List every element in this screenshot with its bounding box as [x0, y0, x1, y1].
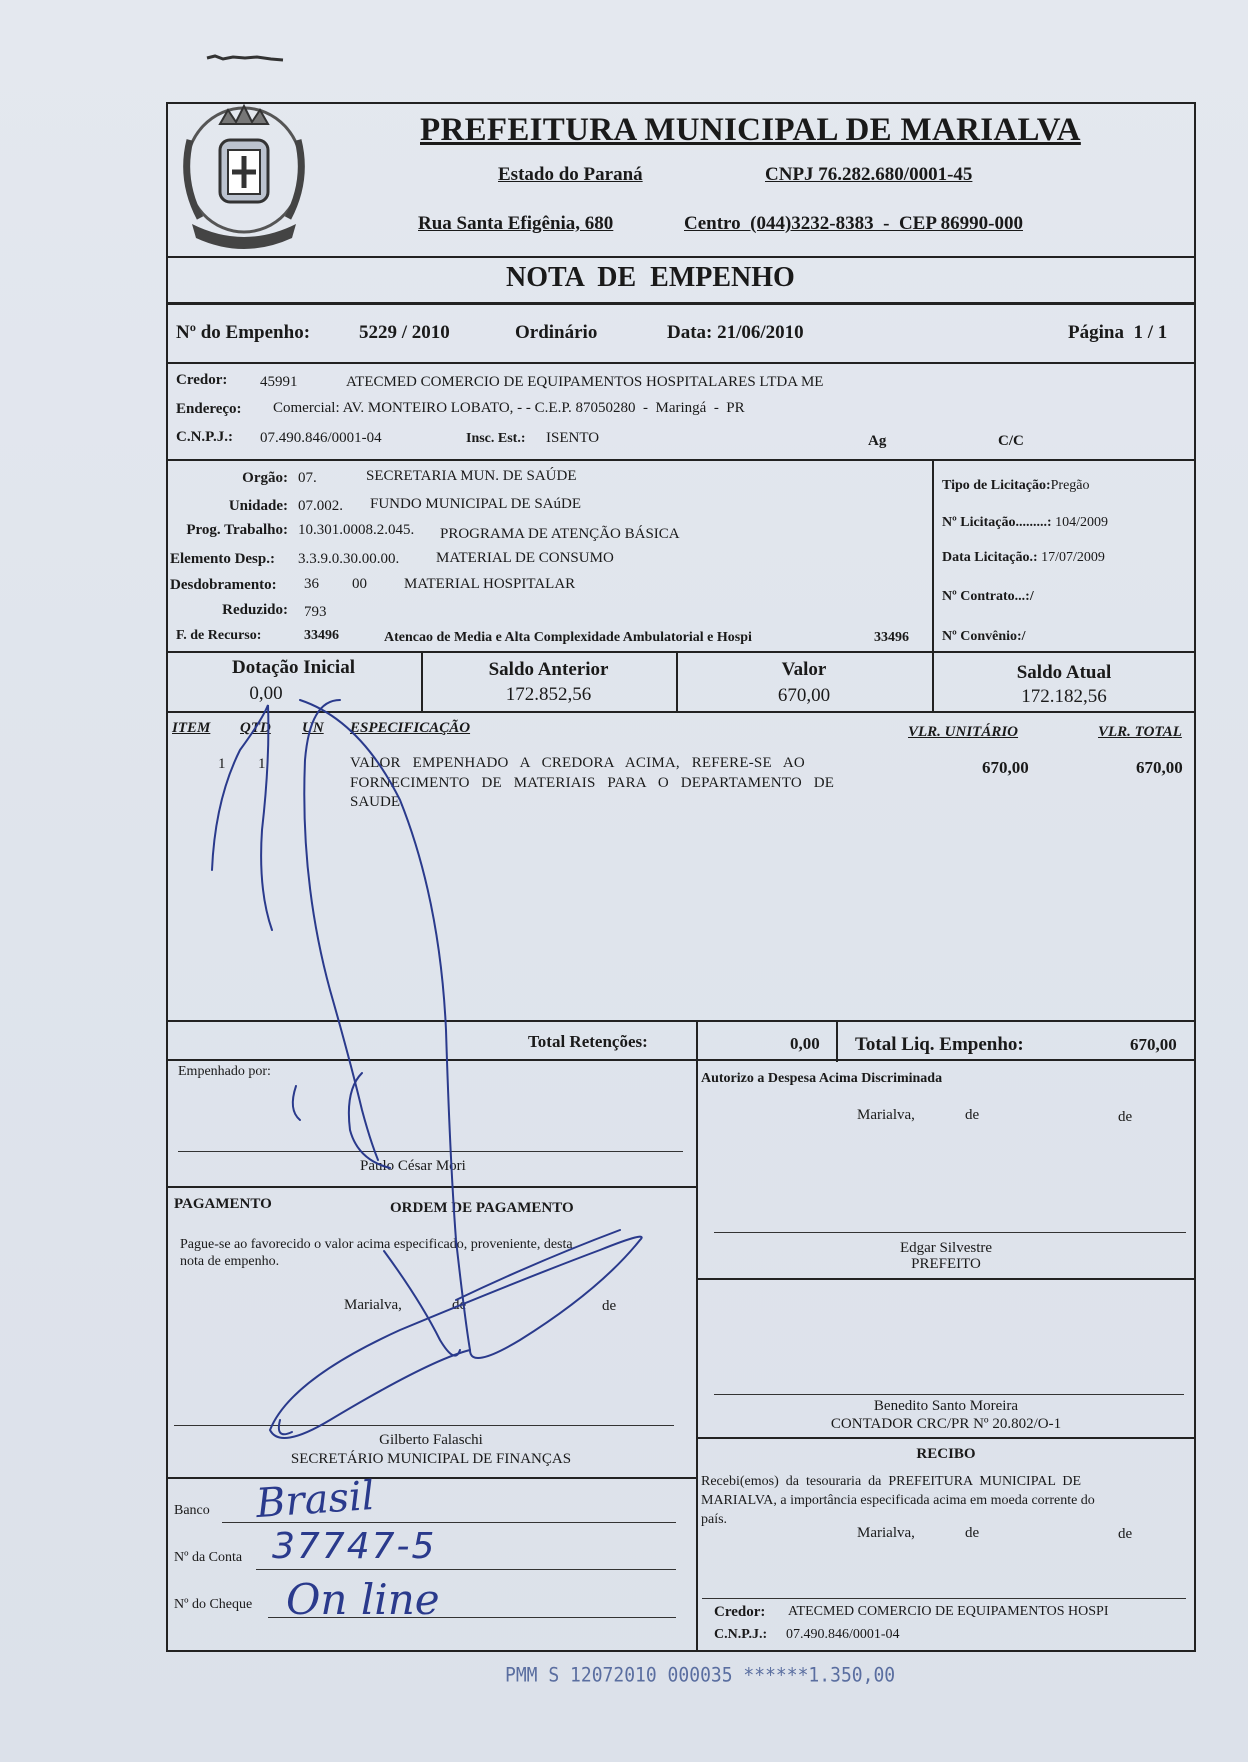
- handwritten-banco: Brasil: [254, 1472, 376, 1528]
- contador-role: CONTADOR CRC/PR Nº 20.802/O-1: [830, 1416, 1062, 1432]
- prefeito-name: Edgar Silvestre: [899, 1240, 993, 1256]
- secretario-name: Gilberto Falaschi: [379, 1432, 483, 1448]
- elem-code: 3.3.9.0.30.00.00.: [298, 551, 400, 567]
- recibo-credor-label: Credor:: [714, 1604, 766, 1620]
- rec-name: Atencao de Media e Alta Complexidade Ambulatorial e Hospi: [384, 630, 752, 645]
- pagamento-text-2: nota de empenho.: [180, 1254, 280, 1269]
- autorizo-de-2: de: [1118, 1109, 1133, 1125]
- unidade-label: Unidade:: [228, 498, 288, 514]
- document-title: NOTA DE EMPENHO: [506, 262, 795, 293]
- autorizo-de-1: de: [965, 1107, 980, 1123]
- credor-ie: ISENTO: [546, 430, 600, 446]
- pagamento-text-1: Pague-se ao favorecido o valor acima especificado, proveniente, desta: [180, 1237, 573, 1252]
- col-vlr-unitario: VLR. UNITÁRIO: [908, 724, 1019, 740]
- prog-code: 10.301.0008.2.045.: [298, 522, 415, 538]
- empenho-number: 5229 / 2010: [359, 322, 450, 343]
- elem-label: Elemento Desp.:: [170, 551, 275, 567]
- saldo-anterior-value: 172.852,56: [505, 684, 592, 705]
- credor-code: 45991: [260, 374, 298, 390]
- conta-label: Nº da Conta: [174, 1550, 243, 1565]
- row-unit-value: 670,00: [982, 758, 1029, 777]
- empenhado-label: Empenhado por:: [178, 1064, 271, 1079]
- recibo-cnpj-label: C.N.P.J.:: [714, 1627, 768, 1642]
- valor-value: 670,00: [777, 685, 831, 706]
- page-title: PREFEITURA MUNICIPAL DE MARIALVA: [420, 112, 1081, 148]
- orgao-label: Orgão:: [242, 470, 288, 486]
- row-spec-1: VALOR EMPENHADO A CREDORA ACIMA, REFERE-SE AO: [350, 755, 805, 771]
- autorizo-label: Autorizo a Despesa Acima Discriminada: [701, 1071, 943, 1086]
- desd-name: MATERIAL HOSPITALAR: [404, 576, 576, 592]
- num-value: 104/2009: [1055, 515, 1108, 530]
- num-label: Nº Licitação.........:: [942, 515, 1052, 530]
- desd-sub: 00: [352, 576, 367, 592]
- col-qtd: QTD: [240, 720, 271, 736]
- prog-name: PROGRAMA DE ATENÇÃO BÁSICA: [440, 526, 680, 542]
- page-number: Página 1 / 1: [1068, 322, 1168, 343]
- cheque-label: Nº do Cheque: [174, 1597, 253, 1612]
- saldo-anterior-label: Saldo Anterior: [488, 659, 609, 680]
- row-spec-2: FORNECIMENTO DE MATERIAIS PARA O DEPARTAMENTO DE: [350, 775, 835, 791]
- empenhado-name: Paulo César Mori: [360, 1158, 466, 1174]
- recibo-de-2: de: [1118, 1526, 1133, 1542]
- autorizo-place: Marialva,: [857, 1107, 915, 1123]
- credor-cnpj: 07.490.846/0001-04: [260, 430, 382, 446]
- contador-name: Benedito Santo Moreira: [873, 1398, 1019, 1414]
- recibo-text-2: MARIALVA, a importância especificada acima em moeda corrente do: [701, 1493, 1095, 1508]
- col-vlr-total: VLR. TOTAL: [1098, 724, 1182, 740]
- data-value: 17/07/2009: [1041, 550, 1105, 565]
- col-especificacao: ESPECIFICAÇÃO: [350, 720, 471, 736]
- prog-label: Prog. Trabalho:: [186, 522, 288, 538]
- address-label: Endereço:: [176, 401, 242, 417]
- credor-name: ATECMED COMERCIO DE EQUIPAMENTOS HOSPITALARES LTDA ME: [346, 374, 824, 390]
- recibo-de-1: de: [965, 1525, 980, 1541]
- row-qtd: 1: [258, 756, 266, 772]
- scribble-mark: [205, 50, 285, 64]
- secretario-role: SECRETÁRIO MUNICIPAL DE FINANÇAS: [290, 1451, 572, 1467]
- row-item: 1: [218, 756, 226, 772]
- pagamento-label: PAGAMENTO: [174, 1196, 272, 1212]
- orgao-code: 07.: [298, 470, 317, 486]
- pagamento-de-1: de: [452, 1297, 467, 1313]
- licitacao-data: [942, 550, 1105, 566]
- col-un: UN: [302, 720, 324, 736]
- row-spec-3: SAUDE.: [350, 794, 404, 810]
- empenho-label: Nº do Empenho:: [176, 322, 311, 343]
- contrato: Nº Contrato...:/: [942, 589, 1034, 604]
- rec-code: 33496: [304, 628, 339, 643]
- elem-name: MATERIAL DE CONSUMO: [436, 550, 614, 566]
- total-retencoes-label: Total Retenções:: [528, 1032, 648, 1051]
- ie-label: Insc. Est.:: [466, 431, 526, 446]
- ordem-pagamento-label: ORDEM DE PAGAMENTO: [390, 1200, 574, 1216]
- handwritten-cheque: On line: [286, 1575, 440, 1624]
- prefeito-role: PREFEITO: [911, 1256, 981, 1272]
- valor-label: Valor: [781, 659, 827, 680]
- recibo-text-1: Recebi(emos) da tesouraria da PREFEITURA MUNICIPAL DE: [701, 1474, 1082, 1489]
- handwritten-conta: 37747-5: [272, 1526, 437, 1567]
- dotacao-label: Dotação Inicial: [232, 657, 355, 678]
- header-cnpj: CNPJ 76.282.680/0001-45: [765, 164, 973, 185]
- unidade-code: 07.002.: [298, 498, 343, 514]
- licitacao-num: [942, 515, 1108, 531]
- agency-label: Ag: [868, 433, 887, 449]
- recibo-cnpj: 07.490.846/0001-04: [786, 1627, 900, 1642]
- rec-label: F. de Recurso:: [176, 628, 262, 643]
- saldo-atual-label: Saldo Atual: [1016, 662, 1112, 683]
- credor-address: Comercial: AV. MONTEIRO LOBATO, - - C.E.P. 87050280 - Maringá - PR: [273, 400, 745, 416]
- tipo-label: Tipo de Licitação:: [942, 478, 1051, 493]
- data-label: Data Licitação.:: [942, 550, 1038, 565]
- recibo-credor: ATECMED COMERCIO DE EQUIPAMENTOS HOSPI: [788, 1604, 1109, 1619]
- total-retencoes-value: 0,00: [790, 1034, 820, 1053]
- licitacao-tipo: [942, 478, 1090, 494]
- red-value: 793: [304, 604, 327, 620]
- header-contact: Centro (044)3232-8383 - CEP 86990-000: [684, 213, 1023, 234]
- desd-code: 36: [304, 576, 319, 592]
- desd-label: Desdobramento:: [170, 577, 277, 593]
- col-item: ITEM: [172, 720, 211, 736]
- total-liq-value: 670,00: [1130, 1035, 1177, 1054]
- saldo-atual-value: 172.182,56: [1021, 686, 1107, 707]
- tipo-value: Pregão: [1050, 478, 1090, 493]
- header-address: Rua Santa Efigênia, 680: [418, 213, 614, 234]
- credor-label: Credor:: [176, 372, 228, 388]
- cnpj-label: C.N.P.J.:: [176, 429, 233, 445]
- recibo-title: RECIBO: [916, 1446, 976, 1462]
- convenio: Nº Convênio:/: [942, 629, 1026, 644]
- pagamento-place: Marialva,: [344, 1297, 402, 1313]
- recibo-text-3: país.: [701, 1512, 728, 1527]
- orgao-name: SECRETARIA MUN. DE SAÚDE: [366, 468, 577, 484]
- rec-code-2: 33496: [874, 630, 909, 645]
- unidade-name: FUNDO MUNICIPAL DE SAúDE: [370, 496, 581, 512]
- empenho-type: Ordinário: [515, 322, 598, 343]
- recibo-place: Marialva,: [857, 1525, 915, 1541]
- pagamento-de-2: de: [602, 1298, 617, 1314]
- banco-label: Banco: [174, 1503, 210, 1518]
- payment-stamp: PMM S 12072010 000035 ******1.350,00: [505, 1663, 896, 1688]
- account-label: C/C: [998, 433, 1024, 449]
- state-label: Estado do Paraná: [498, 164, 643, 185]
- empenho-date: Data: 21/06/2010: [667, 322, 804, 343]
- total-liq-label: Total Liq. Empenho:: [855, 1034, 1024, 1055]
- row-total-value: 670,00: [1136, 758, 1183, 777]
- red-label: Reduzido:: [222, 602, 288, 618]
- dotacao-value: 0,00: [249, 683, 283, 704]
